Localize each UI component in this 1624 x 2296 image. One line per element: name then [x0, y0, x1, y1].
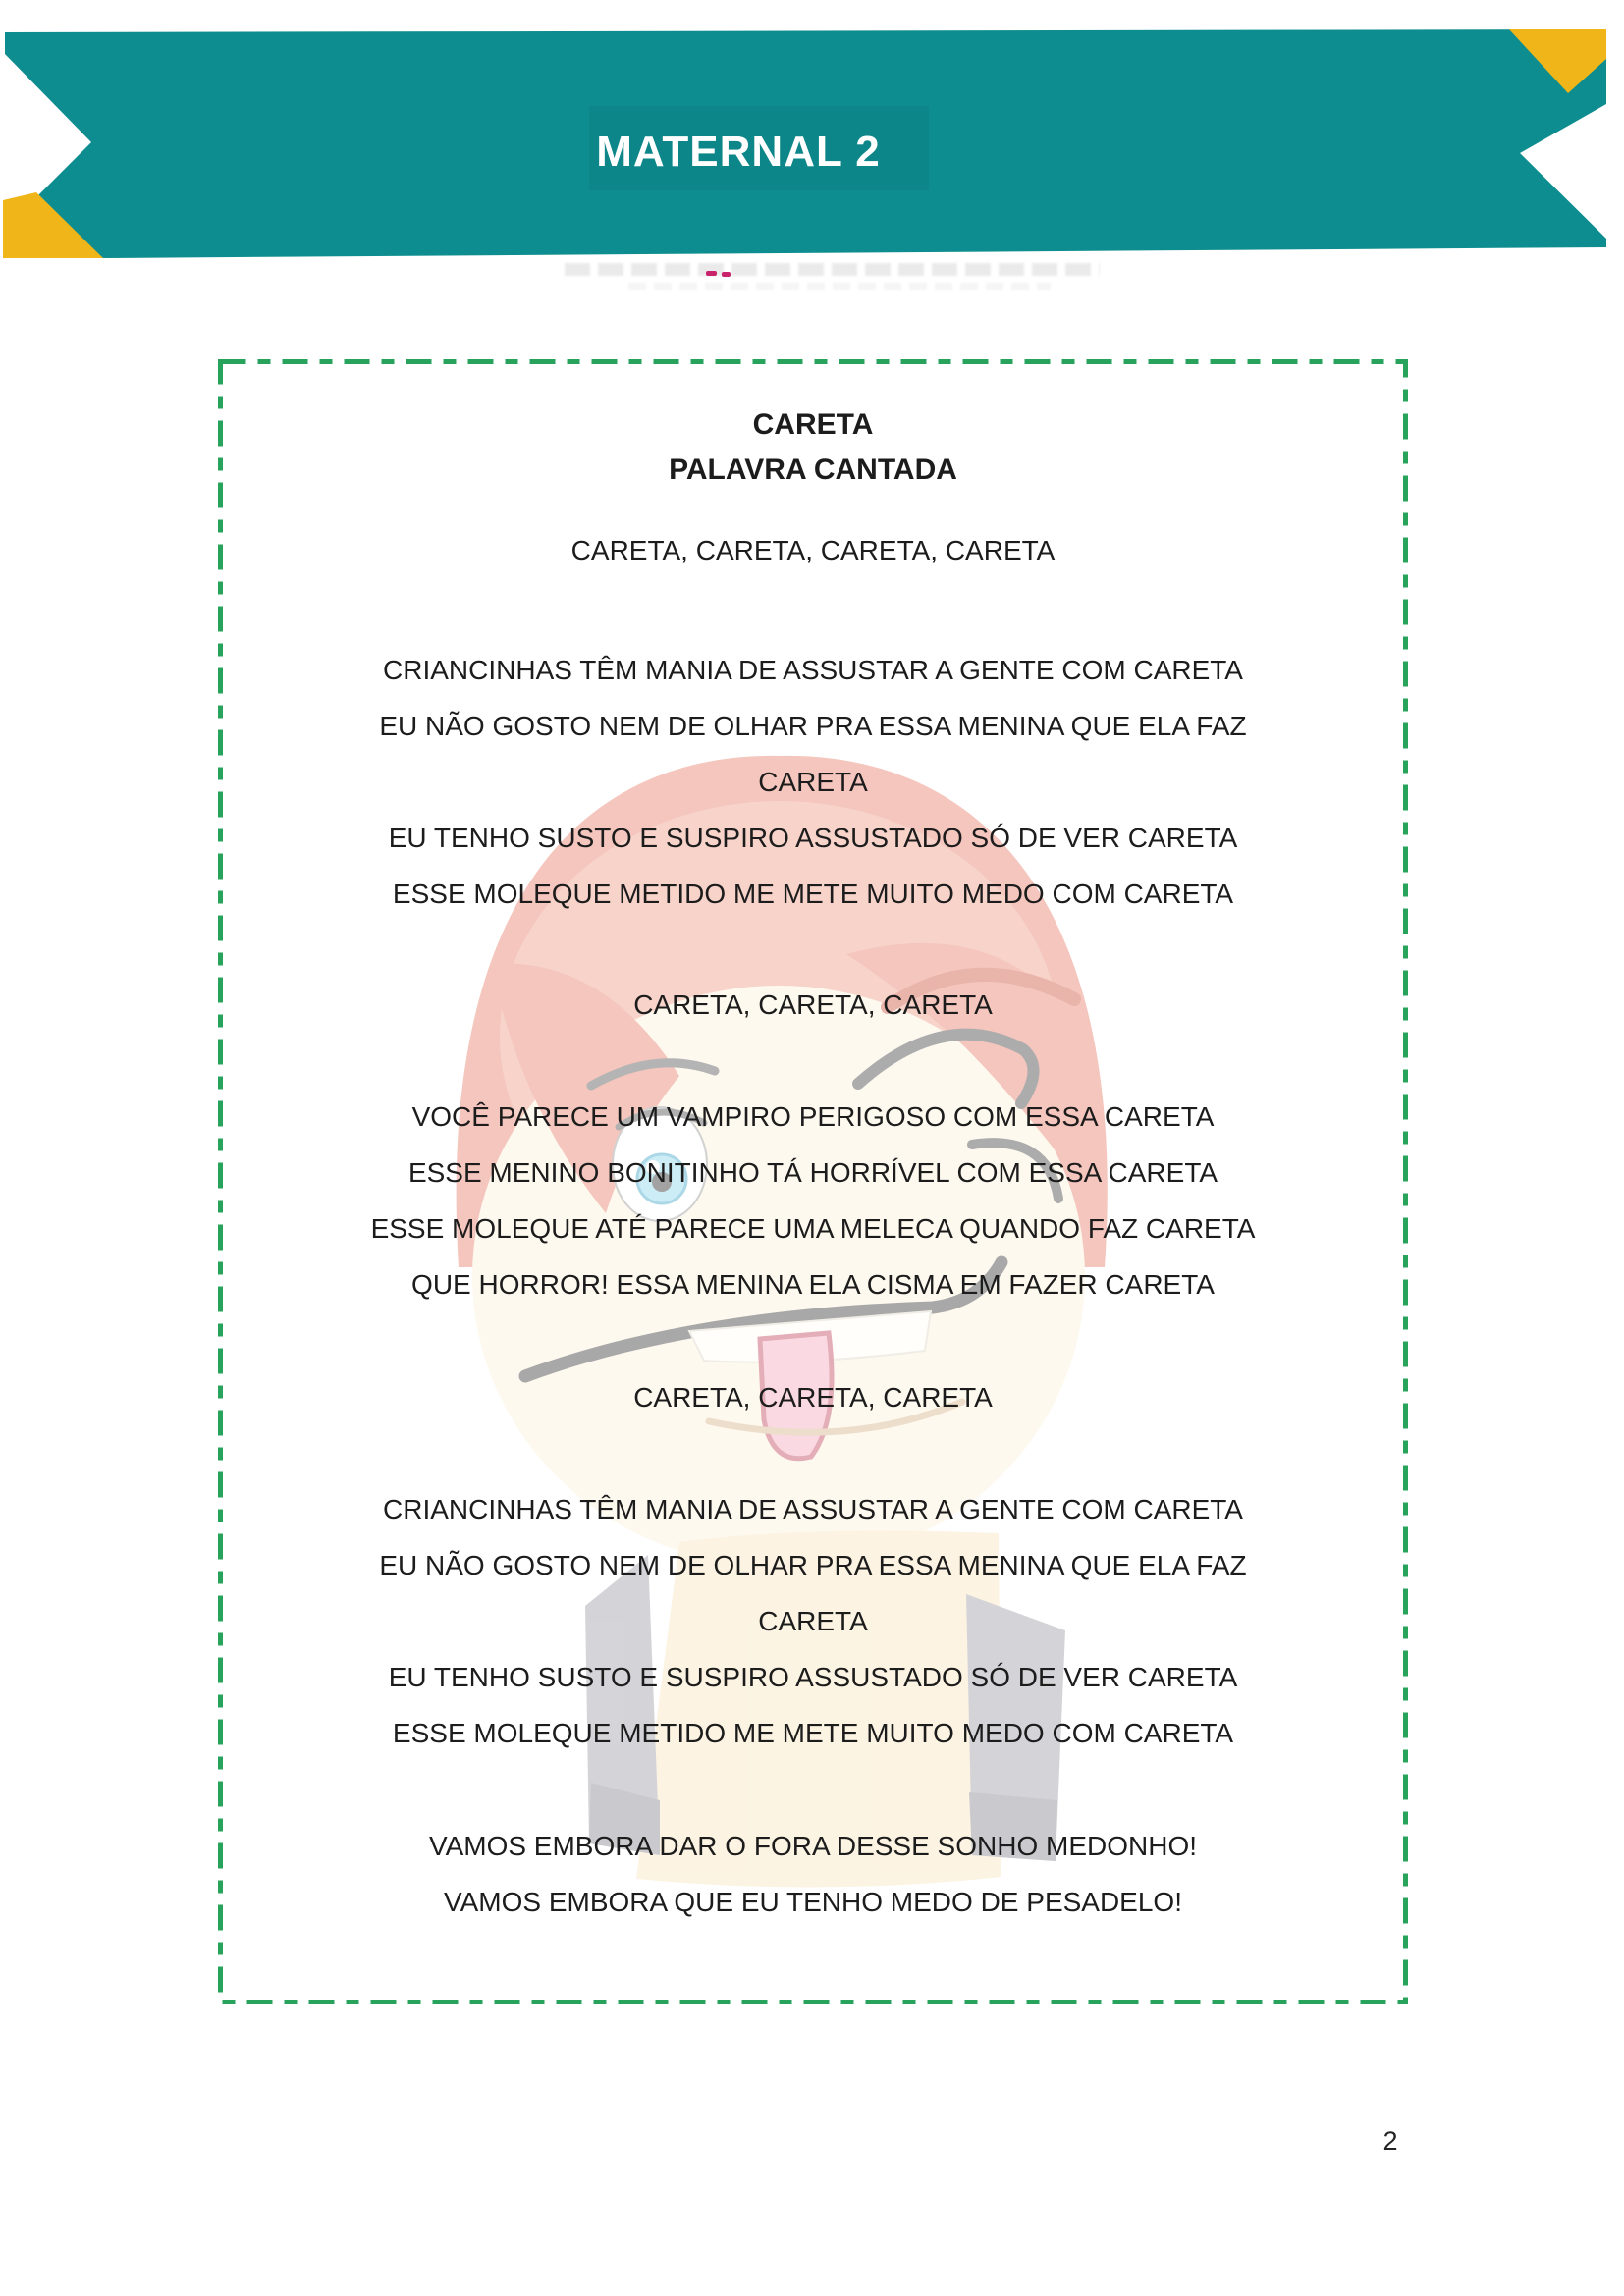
lyric-line: ESSE MOLEQUE METIDO ME METE MUITO MEDO COM CARETA — [392, 1718, 1234, 1748]
faded-caption-line — [565, 263, 1100, 276]
lyric-line: CRIANCINHAS TÊM MANIA DE ASSUSTAR A GENTE COM CARETA — [383, 655, 1243, 685]
lyric-stanza — [218, 1369, 1408, 1425]
lyric-line: EU TENHO SUSTO E SUSPIRO ASSUSTADO SÓ DE VER CARETA — [388, 1662, 1238, 1692]
lyric-stanza — [218, 1089, 1408, 1312]
lyric-line: VOCÊ PARECE UM VAMPIRO PERIGOSO COM ESSA CARETA — [411, 1101, 1215, 1132]
lyric-stanza — [218, 402, 1408, 493]
lyric-line: EU NÃO GOSTO NEM DE OLHAR PRA ESSA MENINA QUE ELA FAZ — [379, 711, 1247, 741]
lyric-line: CRIANCINHAS TÊM MANIA DE ASSUSTAR A GENTE COM CARETA — [383, 1494, 1243, 1524]
lyric-stanza — [218, 1481, 1408, 1761]
lyric-line: CARETA — [752, 408, 874, 441]
lyric-line: CARETA, CARETA, CARETA, CARETA — [570, 535, 1056, 565]
lyric-stanza — [218, 1818, 1408, 1930]
lyric-stanza — [218, 977, 1408, 1033]
page-number: 2 — [1382, 2126, 1398, 2156]
lyrics-box — [218, 359, 1408, 2004]
lyric-stanza — [218, 522, 1408, 578]
ribbon-banner — [0, 0, 1624, 285]
caption-pink-mark-2 — [722, 272, 731, 277]
lyric-line: VAMOS EMBORA DAR O FORA DESSE SONHO MEDONHO! — [428, 1831, 1198, 1861]
caption-pink-mark — [706, 271, 717, 276]
lyric-line: ESSE MOLEQUE ATÉ PARECE UMA MELECA QUANDO FAZ CARETA — [370, 1213, 1256, 1244]
lyric-line: CARETA — [758, 767, 868, 797]
lyric-line: QUE HORROR! ESSA MENINA ELA CISMA EM FAZER CARETA — [411, 1269, 1215, 1300]
lyric-line: ESSE MENINO BONITINHO TÁ HORRÍVEL COM ESSA CARETA — [407, 1157, 1218, 1188]
faded-caption-line-2 — [628, 283, 1051, 290]
lyric-line: EU NÃO GOSTO NEM DE OLHAR PRA ESSA MENINA QUE ELA FAZ — [379, 1550, 1247, 1580]
lyric-stanza — [218, 642, 1408, 922]
lyric-line: EU TENHO SUSTO E SUSPIRO ASSUSTADO SÓ DE VER CARETA — [388, 823, 1238, 853]
lyric-line: CARETA — [758, 1606, 868, 1636]
page-title: MATERNAL 2 — [596, 128, 881, 176]
lyric-line: ESSE MOLEQUE METIDO ME METE MUITO MEDO COM CARETA — [392, 879, 1234, 909]
lyric-line: VAMOS EMBORA QUE EU TENHO MEDO DE PESADELO! — [443, 1887, 1182, 1917]
lyric-line: CARETA, CARETA, CARETA — [633, 989, 993, 1020]
lyric-line: PALAVRA CANTADA — [669, 454, 957, 486]
lyrics-content — [218, 359, 1408, 1930]
lyric-line: CARETA, CARETA, CARETA — [633, 1382, 993, 1413]
